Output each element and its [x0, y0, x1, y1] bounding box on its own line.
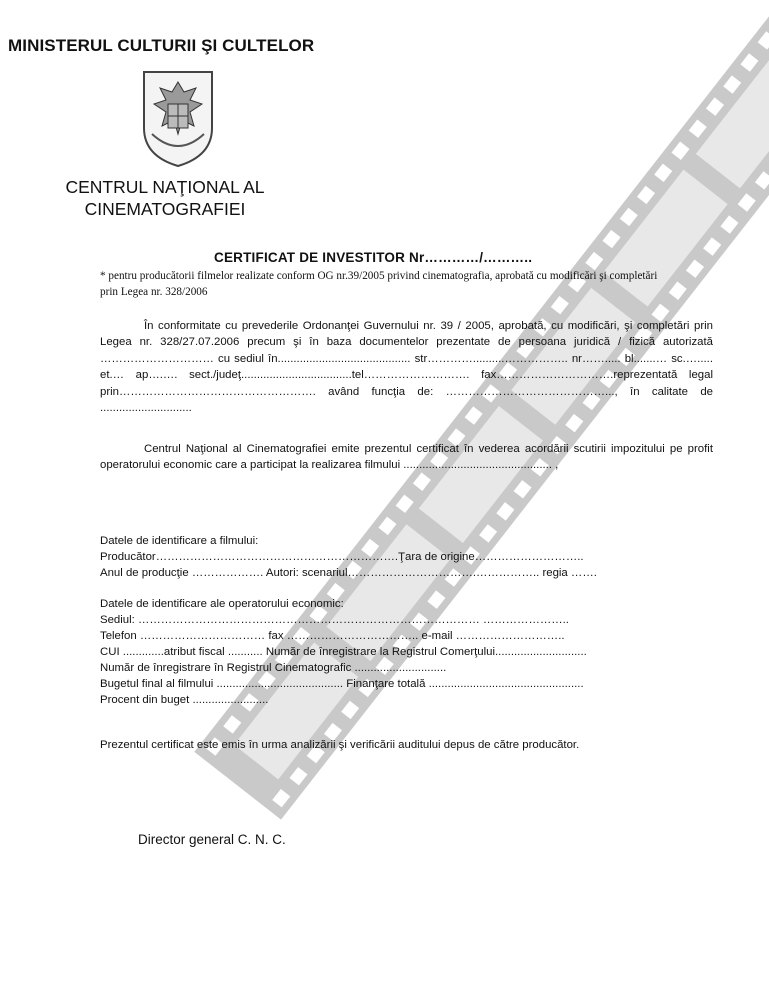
director-signature-label: Director general C. N. C. [138, 832, 286, 847]
cui-line: CUI .............atribut fiscal ........... Număr de înregistrare la Registrul Comerţului............................. [100, 646, 587, 658]
cnc-title-line-2: CINEMATOGRAFIEI [84, 199, 246, 219]
conformity-paragraph [100, 318, 713, 416]
certificate-title: CERTIFICAT DE INVESTITOR Nr…………/……….. [214, 250, 533, 265]
conformity-text: În conformitate cu prevederile Ordonanţei Guvernului nr. 39 / 2005, aprobată, cu modificări, şi completări prin Legea nr. 328/27.07.2006 precum şi în baza documentelor prezentate de persoana juridică / fizică autorizată ………………………… cu sediul în.......................................... str…………..........…………….. nr……..... bl.......… sc.…..... et.… ap….…. sect./judeţ...................................tel………………………. fax………………………….reprezentată legal prin……………………………………………. având funcţia de: ……………………………………..., în calitate de ............................. [100, 320, 713, 415]
seat-line: Sediul: ……………………………………………………………………………… ………………….. [100, 614, 569, 626]
footnote: * pentru producătorii filmelor realizate conform OG nr.39/2005 privind cinematografia, aprobată cu modificări şi completări prin Legea nr. 328/2006 [100, 270, 658, 298]
issuance-paragraph [100, 441, 713, 474]
budget-line: Bugetul final al filmului ........................................ Finanţare totală ................................................. [100, 678, 584, 690]
operator-section-heading: Datele de identificare ale operatorului economic: [100, 598, 344, 610]
issuance-text: Centrul Naţional al Cinematografiei emite prezentul certificat în vederea acordării scutirii impozitului pe profit operatorului economic care a participat la realizarea filmului ............................................... , [100, 443, 713, 472]
romanian-coat-of-arms-icon [138, 68, 218, 168]
cinema-registry-line: Număr de înregistrare în Registrul Cinematografic ............................. [100, 662, 447, 674]
ministry-heading: MINISTERUL CULTURII ŞI CULTELOR [8, 36, 315, 55]
producer-line: Producător……………………………………………………….Ţara de origine……………………….. [100, 551, 584, 563]
cnc-title-line-1: CENTRUL NAŢIONAL AL [65, 177, 265, 197]
cnc-title [40, 176, 290, 220]
certificate-footer-text: Prezentul certificat este emis în urma analizării şi verificării auditului depus de către producător. [100, 739, 580, 751]
production-year-line: Anul de producţie ………………. Autori: scenariul…………………………….…………….. regia ……. [100, 567, 597, 579]
budget-percent-line: Procent din buget ........................ [100, 694, 269, 706]
phone-line: Telefon …………………………… fax …………………………….. e-mail ……………………….. [100, 630, 565, 642]
film-section-heading: Datele de identificare a filmului: [100, 535, 259, 547]
